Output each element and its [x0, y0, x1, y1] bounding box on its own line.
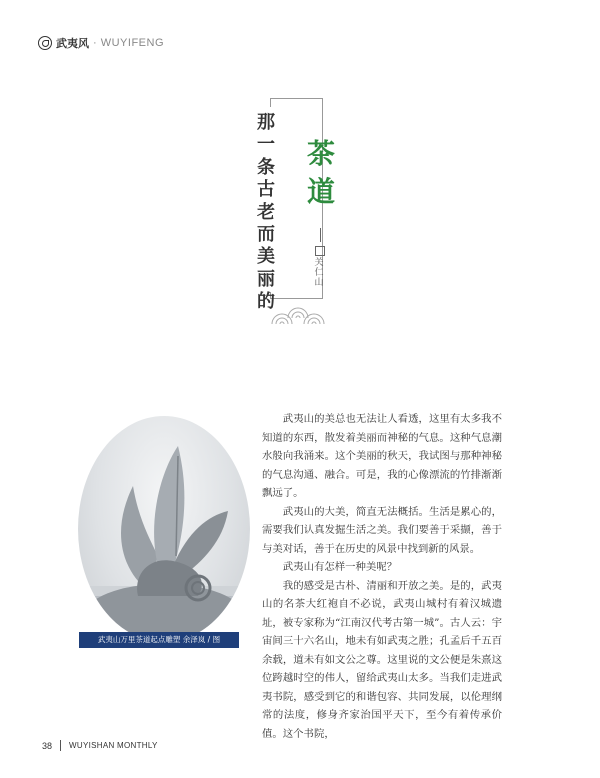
body-paragraph: 武夷山的大美，简直无法概括。生活是累心的，需要我们认真发掘生活之美。我们要善于采撷，善于与美对话，善于在历史的风景中找到新的风景。	[262, 505, 502, 555]
body-paragraph: 我的感受是古朴、清丽和开放之美。是的，武夷山的名茶大红袍自不必说，武夷山城村有着汉城遗址，被专家称为“江南汉代考古第一城”。古人云：宇宙间三十六名山，地未有如武夷之胜；孔孟后千五百余载，道未有如文公之尊。这里说的文公便是朱熹这位跨越时空的伟人，留给武夷山太多。当我们走进武夷书院，感受到它的和谐包容、共同发展，以伦理纲常的法度，修身齐家治国平天下，至今有着传承价值。这个书院，	[262, 579, 502, 740]
article-subtitle: 那一条古老而美丽的	[257, 112, 275, 313]
page-number: 38	[42, 740, 53, 751]
wave-ornament-icon	[268, 300, 328, 326]
wuyi-logo-icon	[38, 36, 52, 50]
footer-divider	[60, 740, 61, 751]
photo-caption: 武夷山万里茶道起点雕塑 余泽岚 / 图	[79, 632, 239, 648]
tea-leaf-sculpture-image	[78, 416, 250, 642]
masthead	[38, 35, 164, 51]
brand-name: 武夷风	[56, 37, 89, 50]
body-paragraph: 武夷山的美总也无法让人看透，这里有太多我不知道的东西，散发着美丽而神秘的气息。这种气息潮水般向我涌来。这个美丽的秋天，我试图与那种神秘的气息沟通、融合。可是，我的心像漂流的竹排渐渐飘远了。	[262, 413, 502, 499]
brand-name-en: · WUYIFENG	[93, 37, 164, 49]
page-footer	[42, 740, 158, 751]
article-author: 关仁山	[314, 258, 324, 288]
sculpture-photo	[78, 416, 250, 642]
author-square-icon	[315, 246, 325, 256]
title-rule	[320, 228, 321, 242]
body-paragraph: 武夷山有怎样一种美呢？	[282, 561, 398, 573]
magazine-name: WUYISHAN MONTHLY	[69, 741, 158, 750]
article-title: 茶道	[306, 137, 335, 208]
article-body	[262, 410, 502, 743]
